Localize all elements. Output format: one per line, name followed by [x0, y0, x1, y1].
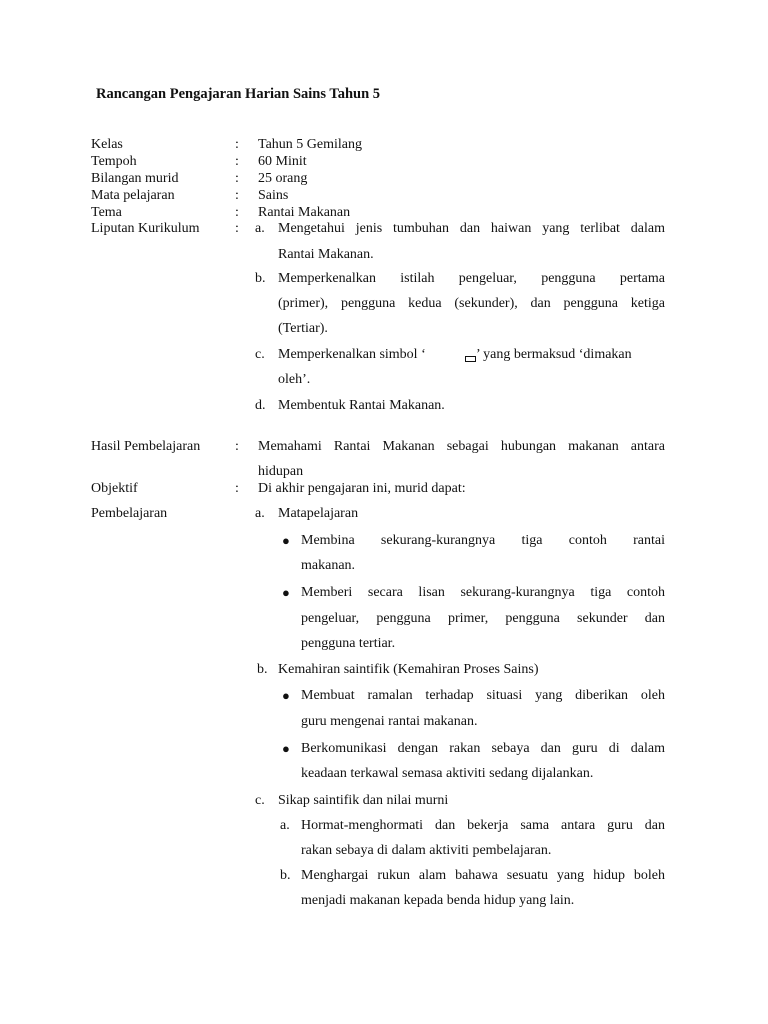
value-tempoh: 60 Minit [258, 154, 307, 169]
list-item-line: (Tertiar). [278, 321, 328, 336]
label-bilangan-murid: Bilangan murid [91, 171, 179, 186]
bullet-icon: ● [282, 688, 290, 703]
list-item-line: Rantai Makanan. [278, 247, 374, 262]
list-item-line: (primer), pengguna kedua (sekunder), dan pengguna ketiga [278, 296, 665, 311]
section-marker: b. [257, 662, 268, 677]
page-title: Rancangan Pengajaran Harian Sains Tahun 5 [96, 86, 381, 102]
colon: : [235, 137, 239, 152]
bullet-line: guru mengenai rantai makanan. [301, 714, 478, 729]
label-mata-pelajaran: Mata pelajaran [91, 188, 175, 203]
value-tema: Rantai Makanan [258, 205, 351, 220]
bullet-icon: ● [282, 585, 290, 600]
hasil-line: Memahami Rantai Makanan sebagai hubungan makanan antara [258, 439, 665, 454]
colon: : [235, 154, 239, 169]
sub-item-line: menjadi makanan kepada benda hidup yang lain. [301, 893, 575, 908]
value-kelas: Tahun 5 Gemilang [258, 137, 362, 152]
bullet-line: Membuat ramalan terhadap situasi yang diberikan oleh [301, 688, 665, 703]
sub-item-line: Hormat-menghormati dan bekerja sama antara guru dan [301, 818, 665, 833]
bullet-line: pengeluar, pengguna primer, pengguna sekunder dan [301, 611, 665, 626]
value-bilangan-murid: 25 orang [258, 171, 308, 186]
label-kelas: Kelas [91, 137, 123, 152]
bullet-line: makanan. [301, 558, 356, 573]
section-heading: Matapelajaran [278, 506, 359, 521]
bullet-line: Memberi secara lisan sekurang-kurangnya tiga contoh [301, 585, 665, 600]
bullet-icon: ● [282, 741, 290, 756]
list-marker: c. [255, 347, 265, 362]
colon: : [235, 188, 239, 203]
list-item-line-part: ’ yang bermaksud ‘dimakan [476, 347, 632, 362]
list-item-line: Memperkenalkan istilah pengeluar, pengguna pertama [278, 271, 665, 286]
colon: : [235, 439, 239, 454]
list-marker: a. [255, 221, 265, 236]
label-tempoh: Tempoh [91, 154, 137, 169]
section-marker: a. [255, 506, 265, 521]
sub-marker: b. [280, 868, 291, 883]
bullet-icon: ● [282, 533, 290, 548]
section-marker: c. [255, 793, 265, 808]
section-heading: Sikap saintifik dan nilai murni [278, 793, 449, 808]
colon: : [235, 171, 239, 186]
label-pembelajaran: Pembelajaran [91, 506, 168, 521]
sub-marker: a. [280, 818, 290, 833]
colon: : [235, 221, 239, 236]
bullet-line: pengguna tertiar. [301, 636, 396, 651]
sub-item-line: rakan sebaya di dalam aktiviti pembelajaran. [301, 843, 552, 858]
label-objektif: Objektif [91, 481, 138, 496]
bullet-line: Berkomunikasi dengan rakan sebaya dan guru di dalam [301, 741, 665, 756]
list-item-line-part: Memperkenalkan simbol ‘ [278, 347, 426, 362]
value-mata-pelajaran: Sains [258, 188, 289, 203]
colon: : [235, 481, 239, 496]
label-hasil-pembelajaran: Hasil Pembelajaran [91, 439, 201, 454]
list-item-line: Mengetahui jenis tumbuhan dan haiwan yang terlibat dalam [278, 221, 665, 236]
section-heading: Kemahiran saintifik (Kemahiran Proses Sains) [278, 662, 539, 677]
bullet-line: Membina sekurang-kurangnya tiga contoh rantai [301, 533, 665, 548]
label-tema: Tema [91, 205, 122, 220]
bullet-line: keadaan terkawal semasa aktiviti sedang dijalankan. [301, 766, 594, 781]
list-item-line: oleh’. [278, 372, 311, 387]
list-marker: d. [255, 398, 266, 413]
value-objektif: Di akhir pengajaran ini, murid dapat: [258, 481, 466, 496]
consumed-by-symbol-icon [465, 356, 476, 362]
colon: : [235, 205, 239, 220]
list-marker: b. [255, 271, 266, 286]
label-liputan-kurikulum: Liputan Kurikulum [91, 221, 200, 236]
list-item-line: Membentuk Rantai Makanan. [278, 398, 445, 413]
sub-item-line: Menghargai rukun alam bahawa sesuatu yang hidup boleh [301, 868, 665, 883]
hasil-line: hidupan [258, 464, 304, 479]
